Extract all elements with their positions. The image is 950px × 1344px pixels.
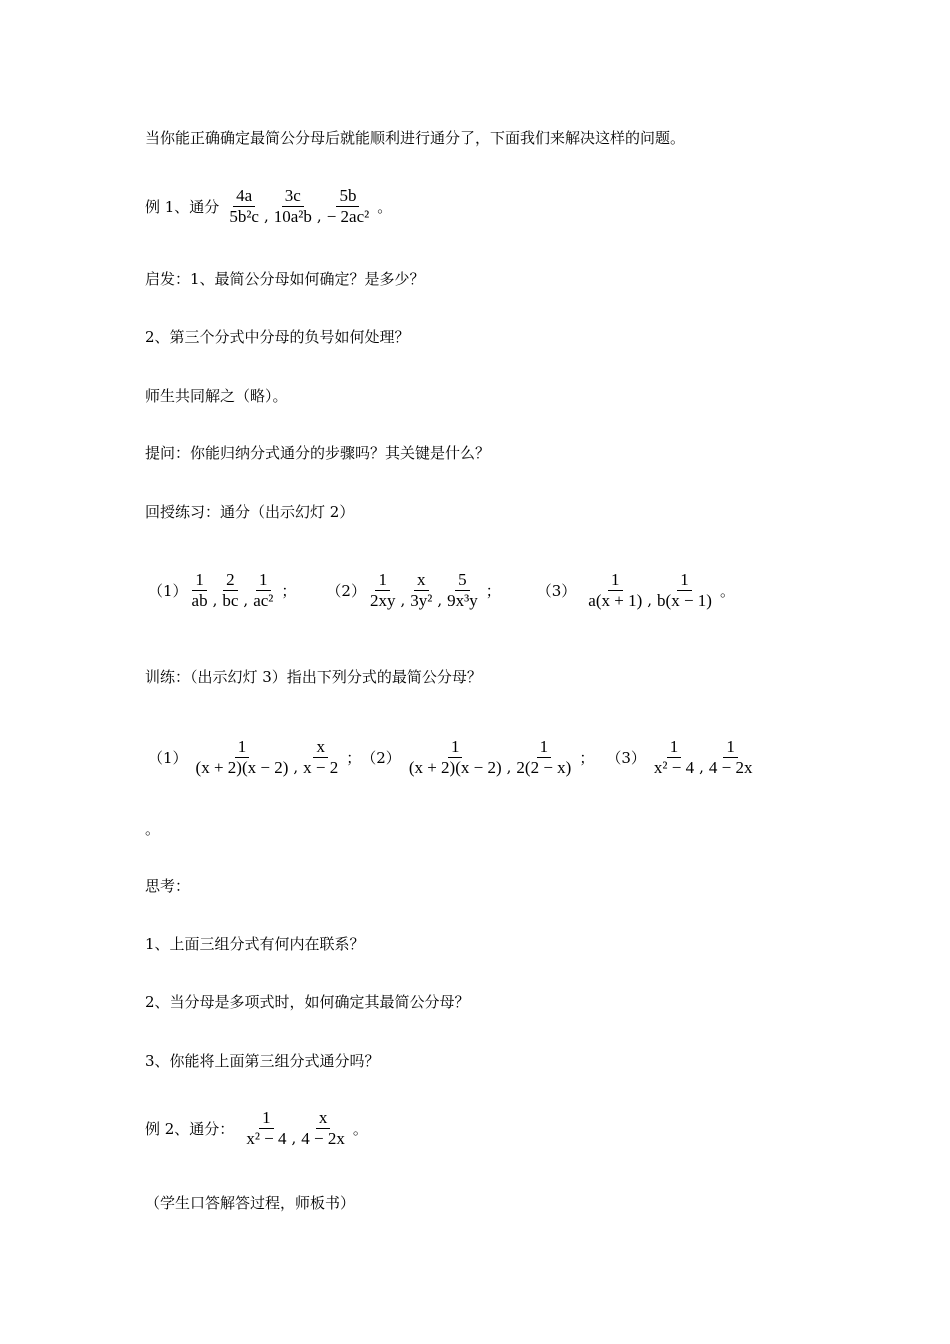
training-label-2: （2）	[361, 749, 401, 767]
fraction: 4a 5b²c	[229, 186, 259, 226]
think-2: 2、当分母是多项式时，如何确定其最简公分母？	[145, 993, 470, 1011]
fraction: 2 bc	[222, 570, 239, 610]
fraction: 1 4 − 2x	[708, 737, 753, 777]
fraction: 1 a(x + 1)	[588, 570, 643, 610]
fraction: 1 (x + 2)(x − 2)	[408, 737, 502, 777]
example-1: 例 1、通分 4a 5b²c , 3c 10a²b , 5b − 2ac² 。	[145, 186, 393, 226]
note-text: （学生口答解答过程，师板书）	[145, 1194, 356, 1212]
fraction: 1 ac²	[253, 570, 274, 610]
think-1: 1、上面三组分式有何内在联系？	[145, 935, 365, 953]
fraction: 1 2(2 − x)	[516, 737, 572, 777]
period: 。	[377, 198, 393, 216]
practice-row: （1） 1 ab , 2 bc , 1 ac² ； （2） 1 2xy , x 3y² , 5 9x³y ； （3） 1 a(x + 1) , 1 b(x − 1) 。	[148, 570, 735, 610]
practice-label-1: （1）	[148, 582, 188, 600]
solve-text: 师生共同解之（略）。	[145, 387, 288, 405]
training-label-3: （3）	[606, 749, 646, 767]
practice-title: 回授练习：通分（出示幻灯 2）	[145, 503, 355, 521]
practice-label-2: （2）	[326, 582, 366, 600]
training-title: 训练：（出示幻灯 3）指出下列分式的最简公分母？	[145, 668, 482, 686]
fraction: 5 9x³y	[447, 570, 478, 610]
fraction: x 3y²	[410, 570, 433, 610]
think-3: 3、你能将上面第三组分式通分吗？	[145, 1052, 380, 1070]
think-title: 思考：	[145, 877, 191, 895]
fraction: 1 (x + 2)(x − 2)	[195, 737, 289, 777]
fraction: 1 ab	[191, 570, 208, 610]
fraction: x x − 2	[303, 737, 339, 777]
example-2: 例 2、通分： 1 x² − 4 , x 4 − 2x 。	[145, 1108, 368, 1148]
training-end: 。	[145, 820, 161, 838]
intro-text: 当你能正确确定最简公分母后就能顺利进行通分了，下面我们来解决这样的问题。	[145, 129, 686, 147]
question-text: 提问：你能归纳分式通分的步骤吗？其关键是什么？	[145, 444, 491, 462]
fraction: 1 2xy	[369, 570, 396, 610]
training-row: （1） 1 (x + 2)(x − 2) , x x − 2 ； （2） 1 (x + 2)(x − 2) , 1 2(2 − x) ； （3） 1 x² − 4 , 1 4 − 2x	[148, 737, 756, 778]
fraction: 3c 10a²b	[273, 186, 312, 226]
fraction: 5b − 2ac²	[326, 186, 370, 226]
hint-1: 启发：1、最简公分母如何确定？是多少？	[145, 270, 425, 288]
example-1-label: 例 1、通分	[145, 198, 220, 216]
fraction: x 4 − 2x	[301, 1108, 345, 1148]
hint-2: 2、第三个分式中分母的负号如何处理？	[145, 328, 410, 346]
training-label-1: （1）	[148, 749, 188, 767]
fraction: 1 x² − 4	[653, 737, 695, 777]
fraction: 1 b(x − 1)	[657, 570, 712, 610]
example-2-label: 例 2、通分：	[145, 1120, 235, 1138]
practice-label-3: （3）	[536, 582, 577, 600]
fraction: 1 x² − 4	[246, 1108, 287, 1148]
